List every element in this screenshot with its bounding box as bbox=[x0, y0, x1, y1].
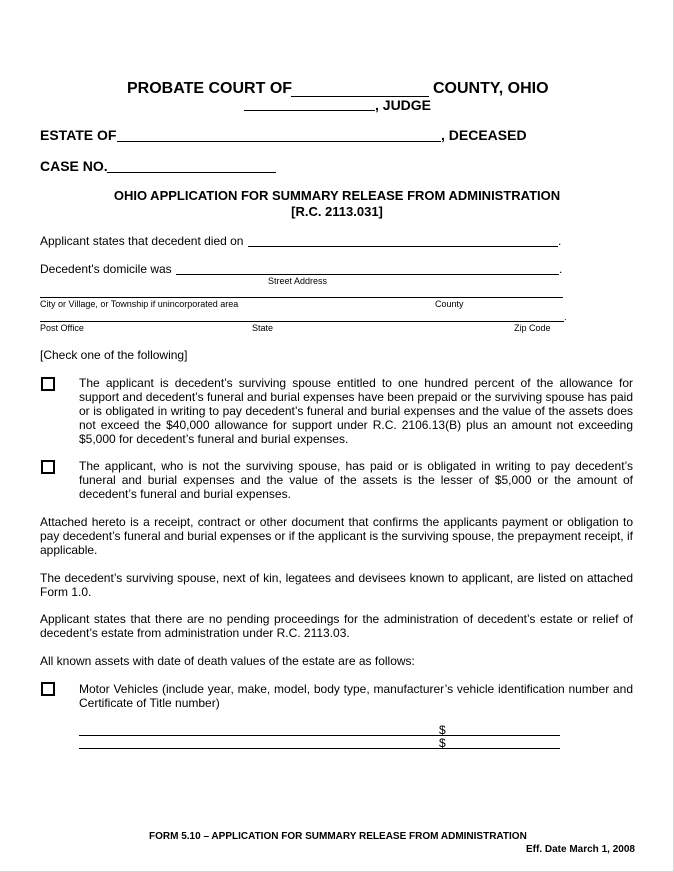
city-county-field[interactable] bbox=[40, 297, 563, 298]
street-address-field[interactable] bbox=[176, 274, 559, 275]
vehicle-line-2[interactable] bbox=[79, 748, 560, 749]
case-no-label: CASE NO. bbox=[40, 158, 108, 174]
motor-vehicles-text: Motor Vehicles (include year, make, model, body type, manufacturer’s vehicle identification number and Certificate of Title number) bbox=[79, 682, 633, 710]
judge-name-field[interactable] bbox=[244, 110, 375, 111]
zip-code-caption: Zip Code bbox=[514, 323, 551, 333]
estate-name-field[interactable] bbox=[117, 141, 441, 142]
judge-label: , JUDGE bbox=[375, 97, 432, 113]
known-assets-paragraph: All known assets with date of death values of the estate are as follows: bbox=[40, 654, 415, 668]
post-office-caption: Post Office bbox=[40, 323, 84, 333]
post-office-state-zip-field[interactable] bbox=[40, 321, 564, 322]
court-label: PROBATE COURT OF bbox=[127, 80, 293, 97]
domicile-label: Decedent's domicile was bbox=[40, 262, 172, 276]
surviving-spouse-option-text: The applicant is decedent’s surviving spouse entitled to one hundred percent of the allowance for support and decedent’s funeral and burial expenses have been prepaid or the surviving spouse has paid or is obligated in writing to pay decedent’s funeral and burial expenses and the value of the assets does not exceed the $40,000 allowance for support under R.C. 2106.13(B) plus an amount not exceeding $5,000 for decedent’s funeral and burial expenses. bbox=[79, 376, 633, 446]
check-instruction: [Check one of the following] bbox=[40, 348, 188, 362]
surviving-spouse-list-paragraph: The decedent’s surviving spouse, next of kin, legatees and devisees known to applicant, are listed on attached Form 1.0. bbox=[40, 571, 633, 599]
city-caption: City or Village, or Township if unincorporated area bbox=[40, 299, 239, 309]
deceased-label: , DECEASED bbox=[441, 127, 527, 143]
vehicle-dollar-1: $ bbox=[439, 723, 446, 737]
case-number-field[interactable] bbox=[107, 172, 276, 173]
footer-effective-date: Eff. Date March 1, 2008 bbox=[526, 844, 635, 855]
estate-of-label: ESTATE OF bbox=[40, 127, 117, 143]
vehicle-dollar-2: $ bbox=[439, 736, 446, 750]
attached-receipt-paragraph: Attached hereto is a receipt, contract or other document that confirms the applicants payment or obligation to pay decedent’s funeral and burial expenses or if the applicant is the surviving spouse, the prepayment receipt, if applicable. bbox=[40, 515, 633, 557]
surviving-spouse-checkbox[interactable] bbox=[41, 377, 55, 391]
motor-vehicles-checkbox[interactable] bbox=[41, 682, 55, 696]
no-pending-proceedings-paragraph: Applicant states that there are no pending proceedings for the administration of decedent’s estate or relief of decedent’s estate from administration under R.C. 2113.03. bbox=[40, 612, 633, 640]
died-on-label: Applicant states that decedent died on bbox=[40, 234, 244, 248]
state-caption: State bbox=[252, 323, 274, 333]
date-of-death-field[interactable] bbox=[248, 246, 558, 247]
form-page: PROBATE COURT OF COUNTY, OHIO , JUDGE ESTATE OF , DECEASED CASE NO. OHIO APPLICATION FOR SUMMARY RELEASE FROM ADMINISTRATION [R.C. 2113.031] Applicant states that decedent died on . Decedent's domicile was . Street Address City or Village, or Township if unincorporated area County . Post Office State Zip Code [Check one of the following] The applicant is decedent’s surviving spouse entitled to one hundred percent of the allowance for support and decedent’s funeral and burial expenses have been prepaid or the surviving spouse has paid or is obligated in writing to pay decedent’s funeral and burial expenses and the value of the assets does not exceed the $40,000 allowance for support under R.C. 2106.13(B) plus an amount not exceeding $5,000 for decedent’s funeral and burial expenses. The applicant, who is not the surviving spouse, has paid or is obligated in writing to pay decedent’s funeral and burial expenses and the value of the assets is the lesser of $5,000 or the amount of decedent’s funeral and burial expenses. Attached hereto is a receipt, contract or other document that confirms the applicants payment or obligation to pay decedent’s funeral and burial expenses or if the applicant is the surviving spouse, the prepayment receipt, if applicable. The decedent’s surviving spouse, next of kin, legatees and devisees known to applicant, are listed on attached Form 1.0. Applicant states that there are no pending proceedings for the administration of decedent’s estate or relief of decedent’s estate from administration under R.C. 2113.03. All known assets with date of death values of the estate are as follows: Motor Vehicles (include year, make, model, body type, manufacturer’s vehicle identification number and Certificate of Title number) $ $ FORM 5.10 – APPLICATION FOR SUMMARY RELEASE FROM ADMINISTRATION Eff. Date March 1, 2008 bbox=[0, 0, 674, 872]
county-ohio-label: COUNTY, OHIO bbox=[433, 80, 549, 97]
non-spouse-option-text: The applicant, who is not the surviving spouse, has paid or is obligated in writing to pay decedent’s funeral and burial expenses and the value of the assets is the lesser of $5,000 or the amount of decedent’s funeral and burial expenses. bbox=[79, 459, 633, 501]
footer-form-title: FORM 5.10 – APPLICATION FOR SUMMARY RELEASE FROM ADMINISTRATION bbox=[149, 831, 527, 842]
form-statute: [R.C. 2113.031] bbox=[291, 204, 383, 219]
vehicle-line-1[interactable] bbox=[79, 735, 560, 736]
form-title: OHIO APPLICATION FOR SUMMARY RELEASE FROM ADMINISTRATION bbox=[113, 188, 561, 203]
non-spouse-checkbox[interactable] bbox=[41, 460, 55, 474]
county-caption: County bbox=[435, 299, 464, 309]
street-address-caption: Street Address bbox=[268, 276, 328, 286]
